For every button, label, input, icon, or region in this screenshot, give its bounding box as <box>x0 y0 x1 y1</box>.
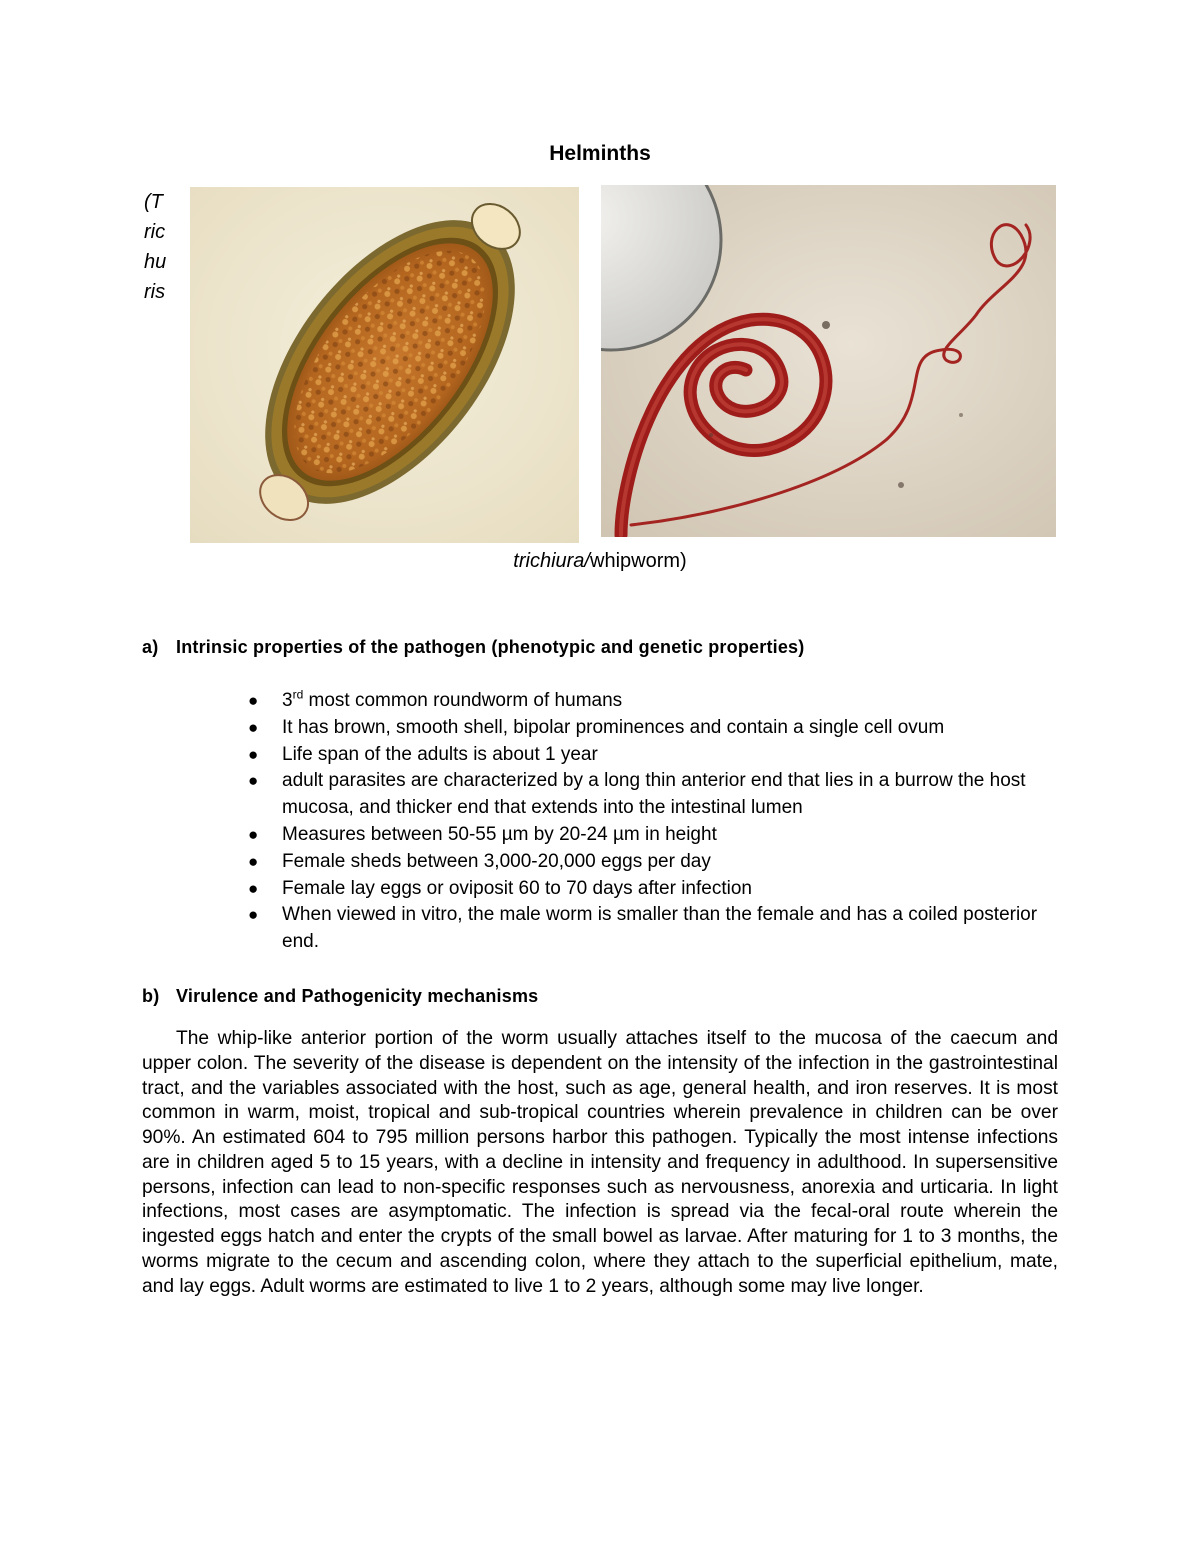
egg-image <box>190 187 579 543</box>
section-marker: b) <box>142 986 160 1006</box>
list-item: ● When viewed in vitro, the male worm is smaller than the female and has a coiled posterior end. <box>248 904 1038 953</box>
bullet-icon: ● <box>248 691 259 710</box>
list-item: ● adult parasites are characterized by a long thin anterior end that lies in a burrow the host mucosa, and thicker end that extends into the intestinal lumen <box>248 770 1026 819</box>
bullet-icon: ● <box>248 851 259 871</box>
section-marker: a) <box>142 637 159 657</box>
list-item: ● 3rd most common roundworm of humans <box>245 688 1075 715</box>
bullet-icon: ● <box>248 717 259 737</box>
section-heading-text: Intrinsic properties of the pathogen (phenotypic and genetic properties) <box>176 637 805 657</box>
genus-fragment <box>144 187 184 307</box>
genus-fragment-line: ric <box>144 221 166 243</box>
figure-caption <box>0 550 1200 573</box>
bullet-icon: ● <box>248 771 259 791</box>
genus-fragment-line: (T <box>144 191 163 213</box>
whipworm-specimen-photo <box>601 185 1056 537</box>
intrinsic-properties-list <box>245 688 1075 956</box>
worm-image <box>601 185 1056 537</box>
list-item: ● Life span of the adults is about 1 year <box>245 742 1075 769</box>
list-item: ● Female sheds between 3,000-20,000 eggs per day <box>245 849 1075 876</box>
ordinal-suffix: rd <box>292 687 304 702</box>
bullet-icon: ● <box>248 744 259 764</box>
list-item: ● Measures between 50-55 µm by 20-24 µm in height <box>245 822 1075 849</box>
bullet-icon: ● <box>248 905 259 925</box>
bullet-icon: ● <box>248 878 259 898</box>
page-title: Helminths <box>549 142 651 165</box>
section-heading-text: Virulence and Pathogenicity mechanisms <box>176 986 539 1006</box>
virulence-paragraph: The whip-like anterior portion of the worm usually attaches itself to the mucosa of the caecum and upper colon. The severity of the disease is dependent on the intensity of the infection in the gastrointestinal tract, and the variables associated with the host, such as age, general health, and iron reserves. It is most common in warm, moist, tropical and sub-tropical countries wherein prevalence in children can be over 90%. An estimated 604 to 795 million persons harbor this pathogen. Typically the most intense infections are in children aged 5 to 15 years, with a decline in intensity and frequency in adulthood. In supersensitive persons, infection can lead to non-specific responses such as nervousness, anorexia and urticaria. In light infections, most cases are asymptomatic. The infection is spread via the fecal-oral route wherein the ingested eggs hatch and enter the crypts of the small bowel as larvae. After maturing for 1 to 3 months, the worms migrate to the cecum and ascending colon, where they attach to the superficial epithelium, mate, and lay eggs. Adult worms are estimated to live 1 to 2 years, although some may live longer. <box>142 1028 1058 1297</box>
section-a-heading <box>142 637 804 658</box>
list-item: ● Female lay eggs or oviposit 60 to 70 days after infection <box>245 876 1075 903</box>
trichuris-egg-micrograph <box>190 187 579 543</box>
bullet-icon: ● <box>248 824 259 844</box>
genus-fragment-line: hu <box>144 251 167 273</box>
genus-fragment-line: ris <box>144 281 166 303</box>
caption-normal: whipworm) <box>590 550 687 572</box>
caption-italic: trichiura/ <box>513 550 590 572</box>
list-item: ● It has brown, smooth shell, bipolar prominences and contain a single cell ovum <box>245 715 1075 742</box>
section-b-heading <box>142 986 538 1007</box>
